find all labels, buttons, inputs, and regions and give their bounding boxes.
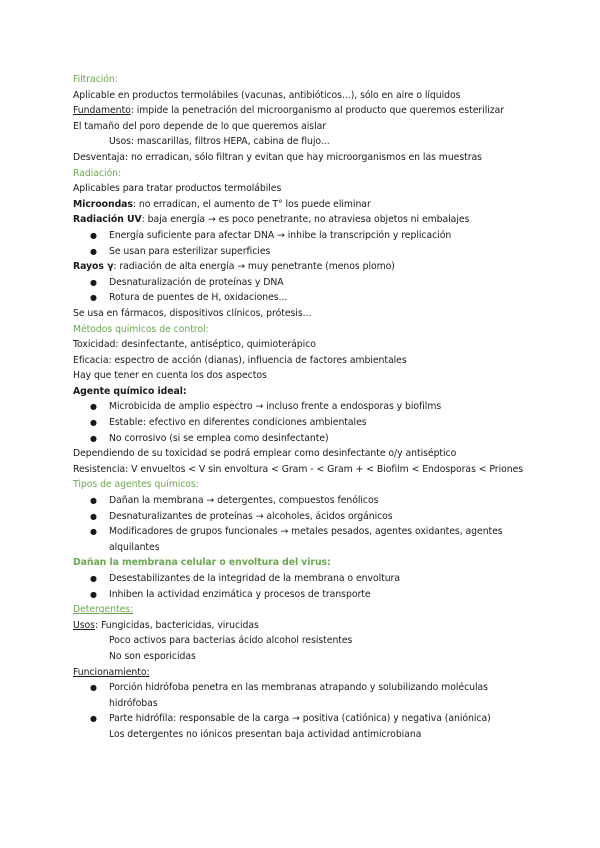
list-item-text: Energía suficiente para afectar DNA → inhibe la transcripción y replicación [109,229,452,241]
line-text: : radiación de alta energía → muy penetrante (menos plomo) [113,261,395,273]
line-label: Rayos γ [73,261,114,273]
line-text: : no erradican, el aumento de T° los puede eliminar [132,198,371,210]
section-heading: Filtración: [73,74,118,85]
indented-line: Usos: mascarillas, filtros HEPA, cabina de flujo... [109,136,330,148]
list-item-text: Rotura de puentes de H, oxidaciones... [109,292,288,304]
text-line: Eficacia: espectro de acción (dianas), influencia de factores ambientales [73,354,407,366]
text-line: Aplicable en productos termolábiles (vacunas, antibióticos...), sólo en aire o líquidos [73,89,461,101]
list-item [73,493,573,509]
list-item [73,415,573,431]
labeled-line [73,103,573,119]
text-line: El tamaño del poro depende de lo que queremos aislar [73,120,327,132]
list-item [73,509,573,525]
bullet-icon: ● [90,496,97,506]
list-item-text: Inhiben la actividad enzimática y procesos de transporte [109,588,371,600]
bullet-continuation: hidrófobas [109,697,158,709]
line-label: Usos [73,619,95,631]
bullet-icon: ● [90,574,97,583]
labeled-line [73,618,573,634]
list-item-text: Desnaturalizantes de proteínas → alcoholes, ácidos orgánicos [109,510,393,522]
bullet-icon: ● [90,511,97,521]
bullet-icon: ● [90,527,97,537]
bullet-icon: ● [90,293,97,303]
labeled-line [73,212,573,228]
section-heading: Métodos químicos de control: [73,323,209,335]
line-text: : Fungicidas, bactericidas, virucidas [94,619,259,631]
indented-line: Poco activos para bacterias ácido alcohol resistentes [109,635,353,647]
list-item [73,431,573,447]
list-item-text: Parte hidrófila: responsable de la carga → positiva (catiónica) y negativa (aniónica) [109,713,491,725]
list-item [73,290,573,306]
labeled-line [73,259,573,275]
bullet-icon: ● [90,683,97,693]
list-item-text: Estable: efectivo en diferentes condiciones ambientales [109,417,367,429]
text-line: Aplicables para tratar productos termolábiles [73,183,282,195]
bullet-continuation: alquilantes [109,541,160,553]
list-item [73,524,573,540]
section-heading: Dañan la membrana celular o envoltura del virus: [73,557,331,569]
section-heading: Radiación: [73,167,122,179]
list-item [73,244,573,260]
list-item [73,711,573,727]
text-line: Resistencia: V envueltos < V sin envoltura < Gram - < Gram + < Biofilm < Endosporas < Priones [73,463,524,475]
list-item [73,571,573,587]
line-text: : baja energía → es poco penetrante, no atraviesa objetos ni embalajes [141,214,470,226]
labeled-line [73,197,573,213]
bullet-icon: ● [90,714,97,724]
list-item-text: Se usan para esterilizar superficies [109,245,271,257]
text-line: Hay que tener en cuenta los dos aspectos [73,370,267,382]
list-item-text: Desestabilizantes de la integridad de la membrana o envoltura [109,573,400,584]
section-heading: Detergentes: [73,604,134,616]
list-item [73,228,573,244]
bullet-icon: ● [90,402,97,412]
list-item [73,399,573,415]
line-text: : impide la penetración del microorganismo al producto que queremos esterilizar [130,105,505,117]
list-item [73,587,573,603]
line-label: Radiación UV [73,214,142,226]
list-item-text: Porción hidrófoba penetra en las membranas atrapando y solubilizando moléculas [109,682,488,694]
bullet-continuation: Los detergentes no iónicos presentan baja actividad antimicrobiana [109,728,422,740]
document-body [73,72,573,743]
line-label: Fundamento [73,105,131,117]
text-line: Dependiendo de su toxicidad se podrá emplear como desinfectante o/y antiséptico [73,448,457,460]
bullet-icon: ● [90,277,97,287]
text-line: Desventaja: no erradican, sólo filtran y evitan que hay microorganismos en las muestras [73,151,482,163]
bullet-icon: ● [90,246,97,256]
bullet-icon: ● [90,418,97,428]
indented-line: No son esporicidas [109,650,196,662]
list-item [73,275,573,291]
bullet-icon: ● [90,433,97,443]
underlined-line: Funcionamiento: [73,666,150,678]
text-line: Toxicidad: desinfectante, antiséptico, quimioterápico [73,339,316,351]
section-heading: Tipos de agentes químicos: [73,479,199,491]
list-item-text: Modificadores de grupos funcionales → metales pesados, agentes oxidantes, agentes [109,526,503,538]
bold-line: Agente químico ideal: [73,385,187,397]
list-item-text: Desnaturalización de proteínas y DNA [109,276,284,288]
bullet-icon: ● [90,589,97,599]
bullet-icon: ● [90,230,97,240]
list-item-text: Dañan la membrana → detergentes, compuestos fenólicos [109,495,379,507]
list-item-text: Microbicida de amplio espectro → incluso frente a endosporas y biofilms [109,401,442,413]
list-item [73,680,573,696]
text-line: Se usa en fármacos, dispositivos clínicos, prótesis... [73,307,312,319]
line-label: Microondas [73,198,133,210]
list-item-text: No corrosivo (si se emplea como desinfectante) [109,432,329,444]
